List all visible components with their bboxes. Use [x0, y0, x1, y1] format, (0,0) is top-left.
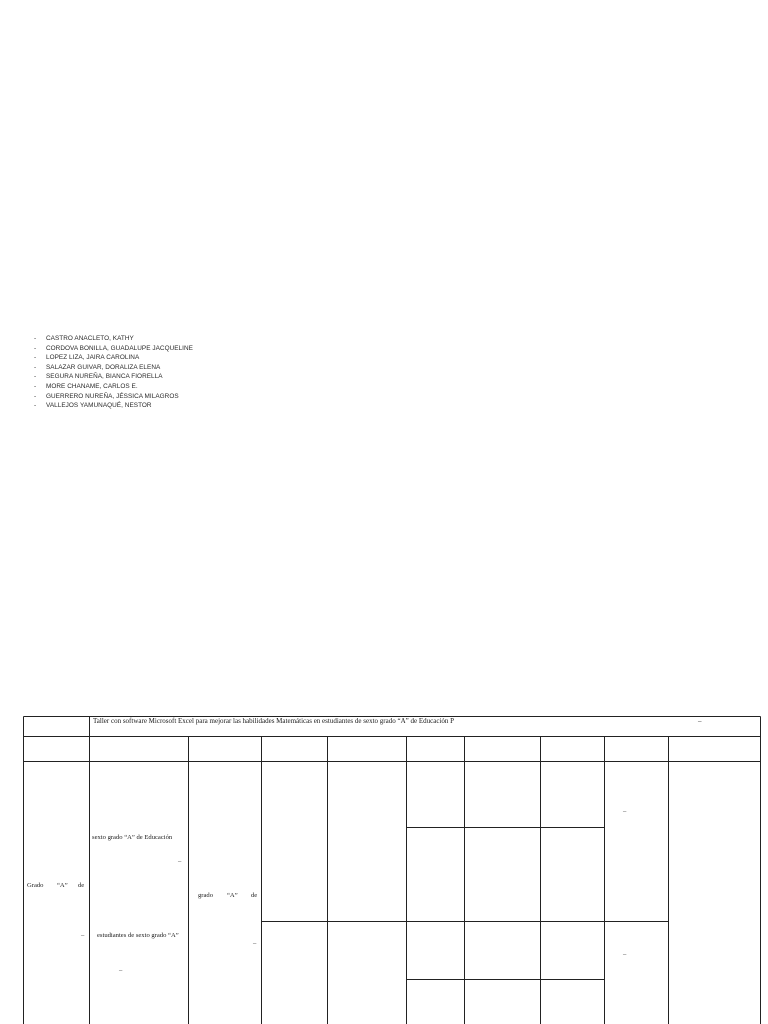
list-item — [34, 353, 193, 363]
member-name: GUERRERO NUREÑA, JÉSSICA MILAGROS — [46, 392, 179, 400]
table-title: Taller con software Microsoft Excel para mejorar las habilidades Matemáticas en estudiantes de sexto grado “A” de Educación P — [93, 717, 455, 725]
col3-de: de — [251, 892, 258, 899]
list-item — [34, 344, 193, 354]
col1-a: “A” — [57, 882, 68, 889]
member-name: LOPEZ LIZA, JAIRA CAROLINA — [46, 354, 140, 362]
list-bullet-dash: - — [34, 392, 37, 400]
member-name: MORE CHANAME, CARLOS E. — [46, 382, 138, 390]
list-bullet-dash: - — [34, 354, 37, 362]
col2-dash1: – — [178, 858, 182, 865]
col2-dash2: – — [119, 967, 123, 974]
col3-dash: – — [253, 940, 257, 947]
member-name: CORDOVA BONILLA, GUADALUPE JACQUELINE — [46, 344, 193, 352]
member-name: VALLEJOS YAMUNAQUÉ, NESTOR — [46, 402, 152, 410]
list-bullet-dash: - — [34, 382, 37, 390]
col2-line1: sexto grado “A” de Educación — [92, 834, 173, 841]
col1-dash: – — [81, 932, 85, 939]
member-name: CASTRO ANACLETO, KATHY — [46, 335, 134, 342]
list-item — [34, 382, 193, 392]
col1-grado: Grado — [27, 882, 44, 889]
col1-de: de — [78, 882, 85, 889]
list-item — [34, 363, 193, 373]
list-item — [34, 334, 193, 344]
title-dash: – — [698, 717, 702, 725]
list-bullet-dash: - — [34, 335, 37, 342]
list-bullet-dash: - — [34, 363, 37, 371]
col3-a: “A” — [227, 892, 238, 899]
list-bullet-dash: - — [34, 402, 37, 410]
list-bullet-dash: - — [34, 344, 37, 352]
list-item — [34, 401, 193, 411]
col9-dash2: – — [623, 951, 627, 958]
list-item — [34, 392, 193, 402]
col3-grado: grado — [198, 892, 214, 899]
list-item — [34, 372, 193, 382]
list-bullet-dash: - — [34, 373, 37, 381]
member-name: SEGURA NUREÑA, BIANCA FIORELLA — [46, 373, 163, 381]
col9-dash1: – — [623, 808, 627, 815]
member-name: SALAZAR GUIVAR, DORALIZA ELENA — [46, 363, 161, 371]
team-members-list — [34, 334, 193, 411]
col2-line2: estudiantes de sexto grado “A” — [97, 932, 179, 939]
